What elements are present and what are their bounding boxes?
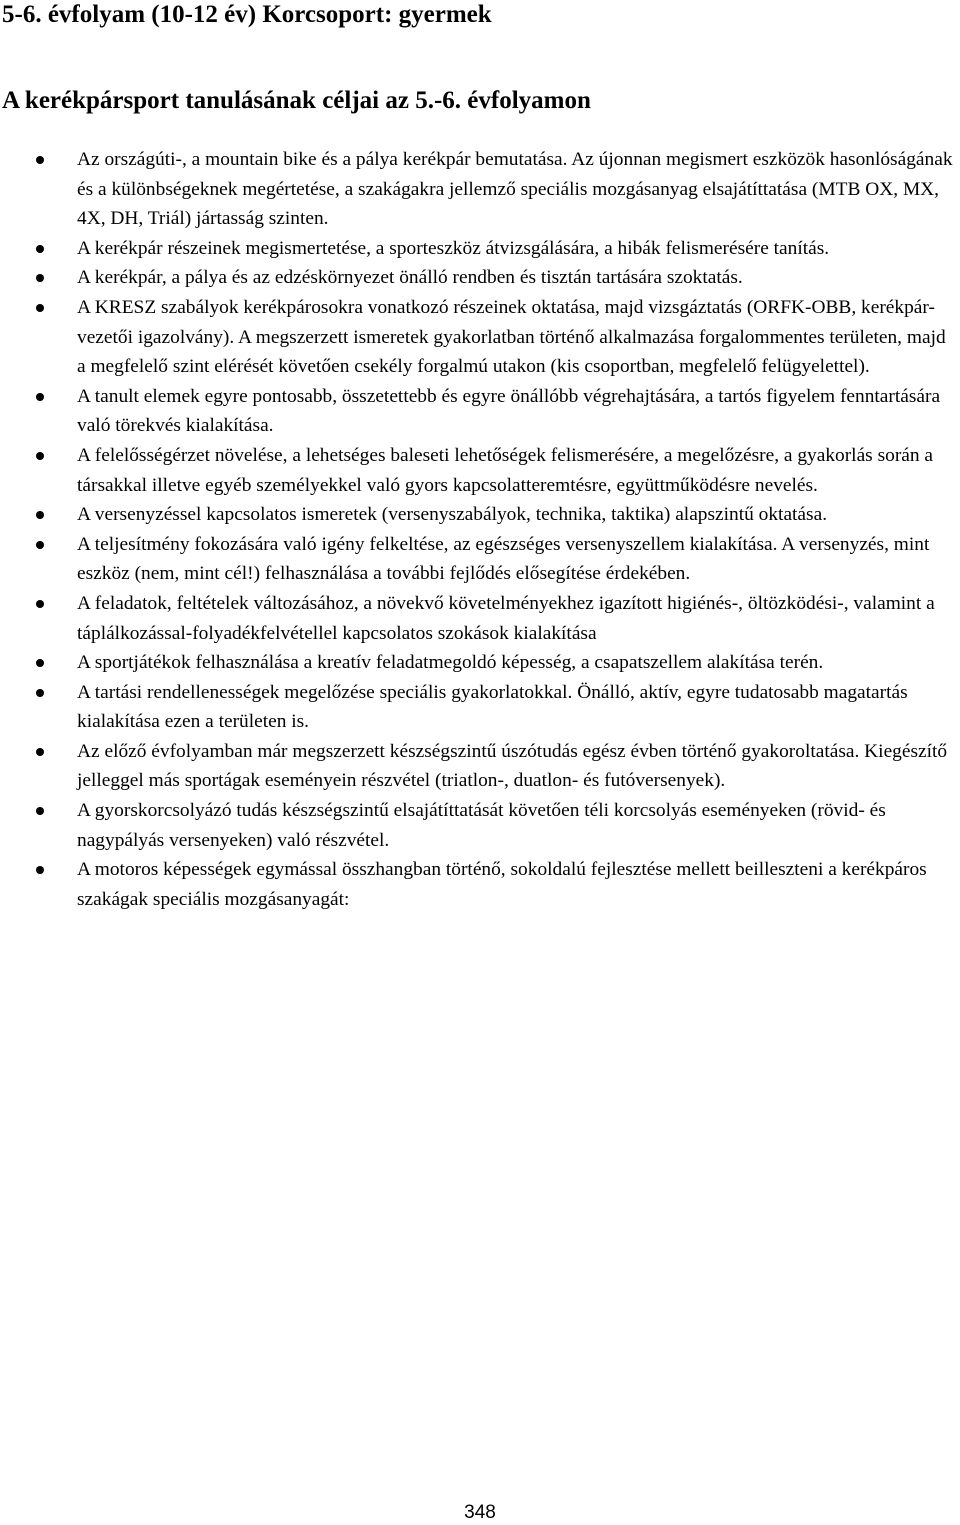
bullet-icon [36, 245, 44, 253]
list-item [0, 796, 960, 855]
bullet-icon [36, 452, 44, 460]
list-item [0, 500, 960, 530]
bullet-icon [36, 659, 44, 667]
list-item [0, 678, 960, 737]
bullet-icon [36, 393, 44, 401]
list-item-text: A motoros képességek egymással összhangban történő, sokoldalú fejlesztése mellett beilleszteni a kerékpáros szakágak speciális mozgásanyagát: [77, 859, 927, 910]
bullet-icon [36, 511, 44, 519]
bullet-icon [36, 689, 44, 697]
list-item [0, 648, 960, 678]
list-item-text: A versenyzéssel kapcsolatos ismeretek (versenyszabályok, technika, taktika) alapszintű oktatása. [77, 504, 828, 526]
list-item [0, 234, 960, 264]
bullet-icon [36, 600, 44, 608]
list-item-text: A kerékpár részeinek megismertetése, a sporteszköz átvizsgálására, a hibák felismerésére tanítás. [77, 237, 830, 259]
section-heading: A kerékpársport tanulásának céljai az 5.-6. évfolyamon [2, 87, 591, 114]
list-item-text: A felelősségérzet növelése, a lehetséges baleseti lehetőségek felismerésére, a megelőzésre, a gyakorlás során a társakkal illetve egyéb személyekkel való gyors kapcsolatteremtésre, együttműködésre nevelés. [77, 444, 934, 496]
list-item [0, 855, 960, 914]
bullet-icon [36, 748, 44, 756]
list-item-text: A gyorskorcsolyázó tudás készségszintű elsajátíttatását követően téli korcsolyás eseményeken (rövid- és nagypályás versenyeken) való részvétel. [77, 800, 886, 851]
page-title: 5-6. évfolyam (10-12 év) Korcsoport: gyermek [2, 1, 492, 28]
list-item-text: A feladatok, feltételek változásához, a növekvő követelményekhez igazított higiénés-, öltözködési-, valamint a táplálkozással-folyadékfelvétellel kapcsolatos szokások kialakítása [77, 592, 935, 644]
list-item [0, 589, 960, 648]
list-item-text: A tartási rendellenességek megelőzése speciális gyakorlatokkal. Önálló, aktív, egyre tudatosabb magatartás kialakítása ezen a területen is. [77, 681, 908, 733]
list-item [0, 293, 960, 382]
list-item [0, 737, 960, 796]
list-item-text: A kerékpár, a pálya és az edzéskörnyezet önálló rendben és tisztán tartására szoktatás. [77, 267, 743, 289]
list-item-text: Az előző évfolyamban már megszerzett készségszintű úszótudás egész évben történő gyakoroltatása. Kiegészítő jelleggel más sportágak eseményein részvétel (triatlon-, duatlon- és futóversenyek). [77, 740, 948, 792]
list-item [0, 382, 960, 441]
list-item [0, 263, 960, 293]
page-number: 348 [464, 1502, 496, 1523]
bullet-icon [36, 807, 44, 815]
bullet-icon [36, 866, 44, 874]
list-item-text: A KRESZ szabályok kerékpárosokra vonatkozó részeinek oktatása, majd vizsgáztatás (ORFK-OBB, kerékpár- vezetői igazolvány). A megszerzett ismeretek gyakorlatban történő alkalmazása forgalommentes területen, majd a megfelelő szint elérését követően csekély forgalmú utakon (kis csoportban, megfelelő felügyelettel). [77, 296, 946, 378]
goals-list [0, 145, 960, 914]
list-item [0, 441, 960, 500]
bullet-icon [36, 304, 44, 312]
list-item-text: A tanult elemek egyre pontosabb, összetettebb és egyre önállóbb végrehajtására, a tartós figyelem fenntartására való törekvés kialakítása. [77, 385, 941, 437]
list-item-text: Az országúti-, a mountain bike és a pálya kerékpár bemutatása. Az újonnan megismert eszközök hasonlóságának és a különbségeknek megértetése, a szakágakra jellemző speciális mozgásanyag elsajátíttatása (MTB OX, MX, 4X, DH, Triál) jártasság szinten. [77, 149, 953, 230]
list-item-text: A teljesítmény fokozására való igény felkeltése, az egészséges versenyszellem kialakítása. A versenyzés, mint eszköz (nem, mint cél!) felhasználása a további fejlődés elősegítése érdekében. [77, 533, 930, 585]
list-item [0, 145, 960, 234]
bullet-icon [36, 541, 44, 549]
list-item-text: A sportjátékok felhasználása a kreatív feladatmegoldó képesség, a csapatszellem alakítása terén. [77, 652, 824, 674]
bullet-icon [36, 274, 44, 282]
list-item [0, 530, 960, 589]
bullet-icon [36, 156, 44, 164]
